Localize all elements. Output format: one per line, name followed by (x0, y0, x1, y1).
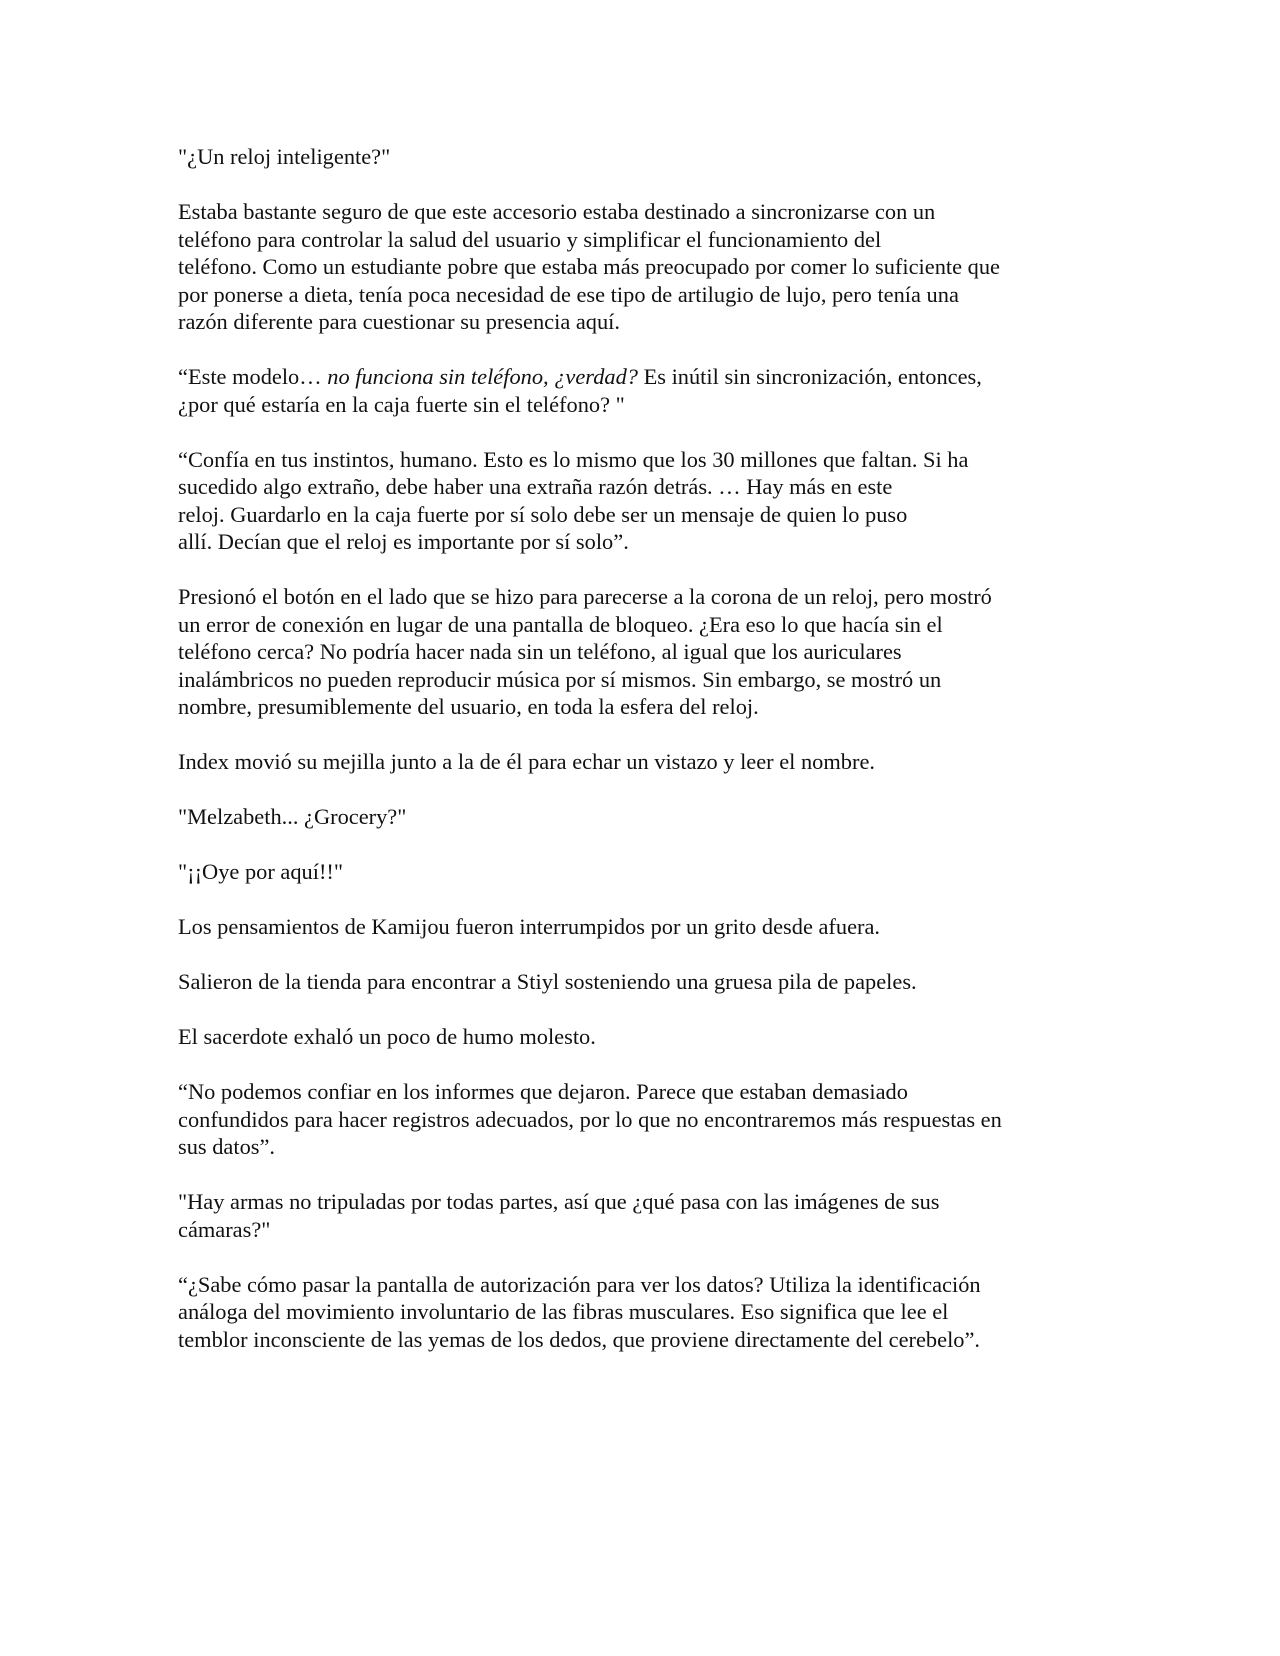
text-line: El sacerdote exhaló un poco de humo molesto. (178, 1024, 596, 1049)
text-line: Salieron de la tienda para encontrar a Stiyl sosteniendo una gruesa pila de papeles. (178, 969, 917, 994)
text-line: reloj. Guardarlo en la caja fuerte por sí solo debe ser un mensaje de quien lo puso (178, 501, 908, 527)
text-line: "¿Un reloj inteligente?" (178, 144, 391, 169)
text-line: Los pensamientos de Kamijou fueron interrumpidos por un grito desde afuera. (178, 914, 881, 939)
text-line: sucedido algo extraño, debe haber una extraña razón detrás. … Hay más en este (178, 474, 893, 499)
paragraph-10 (178, 968, 1118, 996)
text-line: "Melzabeth... ¿Grocery?" (178, 804, 407, 829)
text-line: allí. Decían que el reloj es importante por sí solo”. (178, 529, 629, 554)
paragraph-3 (178, 363, 1118, 418)
text-line: teléfono para controlar la salud del usuario y simplificar el funcionamiento del (178, 226, 882, 252)
text-line: ¿por qué estaría en la caja fuerte sin el teléfono? " (178, 391, 625, 417)
paragraph-1 (178, 143, 1118, 171)
text-line: "¡¡Oye por aquí!!" (178, 859, 343, 884)
paragraph-8 (178, 858, 1118, 886)
paragraph-13 (178, 1188, 1118, 1243)
text-line: “No podemos confiar en los informes que dejaron. Parece que estaban demasiado (178, 1079, 908, 1104)
text-segment: “Este modelo… (178, 364, 328, 389)
text-line: por ponerse a dieta, tenía poca necesidad de ese tipo de artilugio de lujo, pero tenía una (178, 281, 959, 307)
italic-text-segment: no funciona sin teléfono, ¿verdad? (327, 364, 638, 389)
paragraph-6 (178, 748, 1118, 776)
paragraph-9 (178, 913, 1118, 941)
text-line (178, 363, 1118, 391)
paragraph-2 (178, 198, 1118, 336)
text-line: inalámbricos no pueden reproducir música por sí mismos. Sin embargo, se mostró un (178, 666, 942, 692)
paragraph-14 (178, 1271, 1118, 1354)
text-line: análoga del movimiento involuntario de las fibras musculares. Eso significa que lee el (178, 1299, 949, 1324)
text-line: Presionó el botón en el lado que se hizo para parecerse a la corona de un reloj, pero mostró (178, 584, 992, 609)
paragraph-12 (178, 1078, 1118, 1161)
text-line: teléfono cerca? No podría hacer nada sin un teléfono, al igual que los auriculares (178, 639, 902, 664)
text-line: razón diferente para cuestionar su presencia aquí. (178, 309, 620, 334)
paragraph-7 (178, 803, 1118, 831)
paragraph-5 (178, 583, 1118, 721)
text-line: “Confía en tus instintos, humano. Esto es lo mismo que los 30 millones que faltan. Si ha (178, 446, 969, 472)
text-line: “¿Sabe cómo pasar la pantalla de autorización para ver los datos? Utiliza la identificación (178, 1271, 981, 1297)
text-line: un error de conexión en lugar de una pantalla de bloqueo. ¿Era eso lo que hacía sin el (178, 611, 943, 637)
paragraph-11 (178, 1023, 1118, 1051)
paragraph-4 (178, 446, 1118, 556)
text-line: Estaba bastante seguro de que este accesorio estaba destinado a sincronizarse con un (178, 199, 936, 224)
text-line: nombre, presumiblemente del usuario, en toda la esfera del reloj. (178, 694, 759, 719)
text-line: Index movió su mejilla junto a la de él para echar un vistazo y leer el nombre. (178, 749, 875, 774)
text-line: cámaras?" (178, 1216, 271, 1242)
text-line: "Hay armas no tripuladas por todas partes, así que ¿qué pasa con las imágenes de sus (178, 1189, 940, 1214)
text-segment: Es inútil sin sincronización, entonces, (637, 364, 982, 389)
text-line: confundidos para hacer registros adecuados, por lo que no encontraremos más respuestas en (178, 1106, 1002, 1132)
document-page (178, 143, 1118, 1381)
text-line: sus datos”. (178, 1134, 276, 1159)
text-line: teléfono. Como un estudiante pobre que estaba más preocupado por comer lo suficiente que (178, 254, 1000, 279)
text-line: temblor inconsciente de las yemas de los dedos, que proviene directamente del cerebelo”. (178, 1326, 981, 1352)
